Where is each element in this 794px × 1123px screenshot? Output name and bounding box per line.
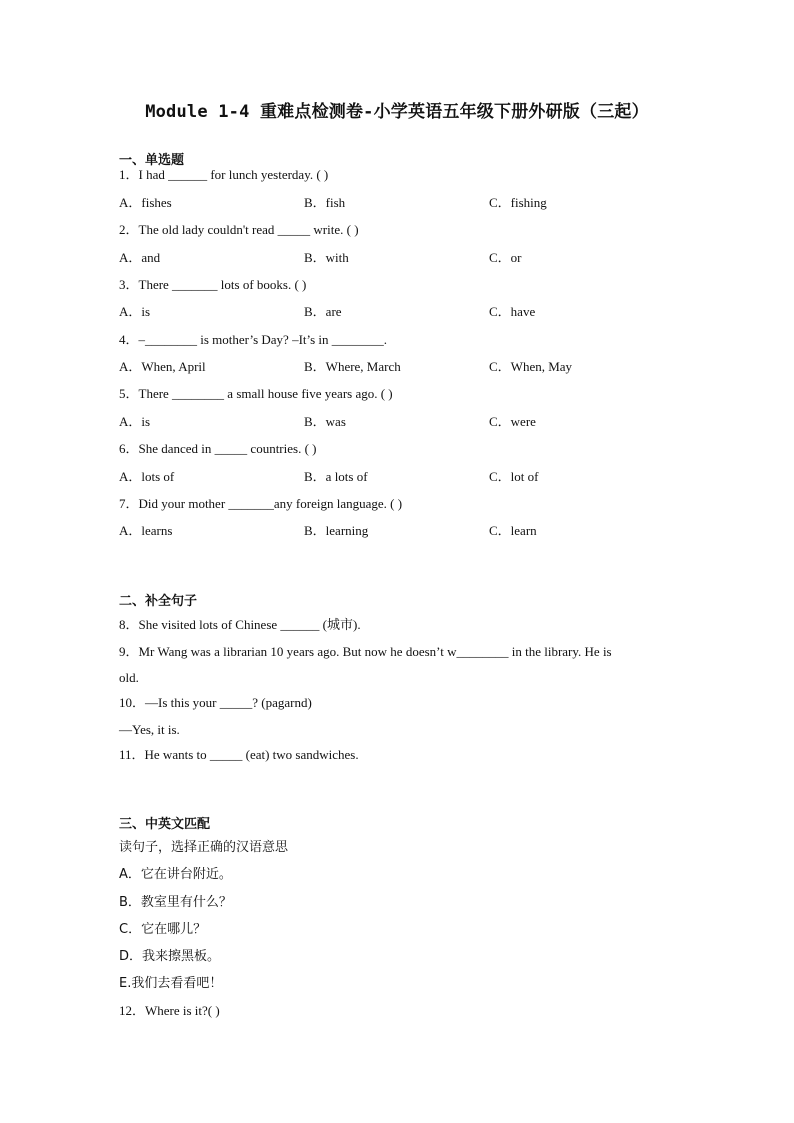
- q4-option-b: B．Where, March: [304, 359, 401, 374]
- matching-instruction: 读句子，选择正确的汉语意思: [119, 840, 289, 855]
- question-1: 1．I had ______ for lunch yesterday. ( ): [119, 167, 329, 182]
- q3-option-a: A．is: [119, 304, 151, 319]
- section-heading-matching: 三、中英文匹配: [119, 817, 211, 832]
- question-6: 6．She danced in _____ countries. ( ): [119, 441, 317, 456]
- match-option-d: D．我来擦黑板。: [119, 949, 221, 964]
- q7-option-c: C．learn: [489, 523, 537, 538]
- page-title: Module 1-4 重难点检测卷-小学英语五年级下册外研版（三起）: [145, 102, 649, 122]
- section-heading-single-choice: 一、单选题: [119, 153, 185, 168]
- question-12: 12．Where is it?( ): [119, 1003, 220, 1018]
- match-option-e: E.我们去看看吧！: [119, 976, 223, 991]
- question-5: 5．There ________ a small house five years ago. ( ): [119, 386, 393, 401]
- q2-option-c: C．or: [489, 250, 522, 265]
- q6-option-a: A．lots of: [119, 469, 175, 484]
- q1-option-c: C．fishing: [489, 195, 547, 210]
- q5-option-c: C．were: [489, 414, 536, 429]
- match-option-b: B．教室里有什么？: [119, 895, 232, 910]
- section-heading-complete-sentences: 二、补全句子: [119, 594, 198, 609]
- q4-option-c: C．When, May: [489, 359, 573, 374]
- q7-option-b: B．learning: [304, 523, 369, 538]
- q5-option-b: B．was: [304, 414, 346, 429]
- q1-option-b: B．fish: [304, 195, 346, 210]
- question-8: 8．She visited lots of Chinese ______ (城市).: [119, 617, 361, 632]
- question-7: 7．Did your mother _______any foreign language. ( ): [119, 496, 403, 511]
- q7-option-a: A．learns: [119, 523, 173, 538]
- q6-option-c: C．lot of: [489, 469, 539, 484]
- question-11: 11．He wants to _____ (eat) two sandwiches.: [119, 747, 359, 762]
- question-10-line-2: —Yes, it is.: [119, 722, 180, 737]
- match-option-c: C．它在哪儿？: [119, 922, 207, 937]
- match-option-a: A．它在讲台附近。: [119, 867, 232, 882]
- q3-option-b: B．are: [304, 304, 342, 319]
- q1-option-a: A．fishes: [119, 195, 172, 210]
- q5-option-a: A．is: [119, 414, 151, 429]
- question-9-line-2: old.: [119, 670, 139, 685]
- question-10-line-1: 10．—Is this your _____? (pagarnd): [119, 695, 312, 710]
- q2-option-a: A．and: [119, 250, 161, 265]
- question-9-line-1: 9．Mr Wang was a librarian 10 years ago. But now he doesn’t w________ in the library. He is: [119, 644, 612, 659]
- q3-option-c: C．have: [489, 304, 536, 319]
- question-2: 2．The old lady couldn't read _____ write. ( ): [119, 222, 359, 237]
- question-3: 3．There _______ lots of books. ( ): [119, 277, 307, 292]
- q2-option-b: B．with: [304, 250, 349, 265]
- question-4: 4．–________ is mother’s Day? –It’s in ________.: [119, 332, 388, 347]
- q4-option-a: A．When, April: [119, 359, 206, 374]
- q6-option-b: B．a lots of: [304, 469, 368, 484]
